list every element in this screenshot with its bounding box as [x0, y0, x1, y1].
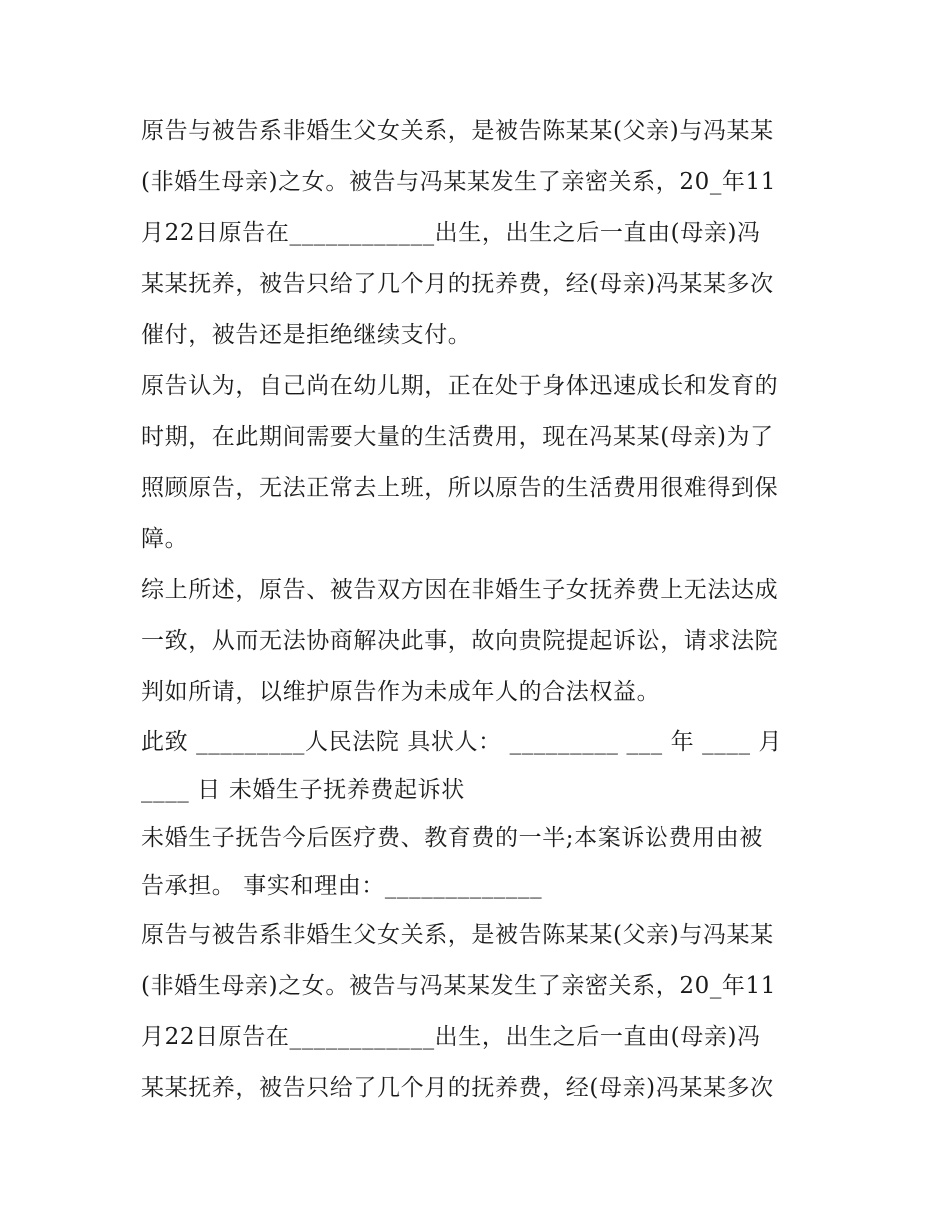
- text-line: 判如所请，以维护原告作为未成年人的合法权益。: [141, 679, 661, 705]
- text-line: 原告认为，自己尚在幼儿期，正在处于身体迅速成长和发育的: [141, 373, 779, 399]
- text-line: 月22日原告在____________出生，出生之后一直由(母亲)冯: [141, 220, 761, 246]
- text-line: ____ 日 未婚生子抚养费起诉状: [141, 777, 465, 803]
- text-line: 此致 _________人民法院 具状人： _________ ___ 年 ____ 月: [141, 729, 783, 755]
- text-line: 一致，从而无法协商解决此事，故向贵院提起诉讼，请求法院: [141, 628, 779, 654]
- text-line: (非婚生母亲)之女。被告与冯某某发生了亲密关系，20_年11: [141, 169, 776, 195]
- document-body: [141, 106, 817, 1114]
- text-line: (非婚生母亲)之女。被告与冯某某发生了亲密关系，20_年11: [141, 973, 776, 999]
- text-line: 照顾原告，无法正常去上班，所以原告的生活费用很难得到保: [141, 475, 779, 501]
- text-line: 某某抚养，被告只给了几个月的抚养费，经(母亲)冯某某多次: [141, 271, 774, 297]
- text-line: 原告与被告系非婚生父女关系，是被告陈某某(父亲)与冯某某: [141, 922, 774, 948]
- text-line: 未婚生子抚告今后医疗费、教育费的一半;本案诉讼费用由被: [141, 825, 763, 851]
- text-line: 月22日原告在____________出生，出生之后一直由(母亲)冯: [141, 1024, 761, 1050]
- text-line: 告承担。 事实和理由：_____________: [141, 873, 543, 899]
- text-line: 障。: [141, 526, 189, 552]
- text-line: 综上所述，原告、被告双方因在非婚生子女抚养费上无法达成: [141, 577, 779, 603]
- text-line: 催付，被告还是拒绝继续支付。: [141, 322, 472, 348]
- text-line: 时期，在此期间需要大量的生活费用，现在冯某某(母亲)为了: [141, 424, 774, 450]
- text-line: 原告与被告系非婚生父女关系，是被告陈某某(父亲)与冯某某: [141, 118, 774, 144]
- text-line: 某某抚养，被告只给了几个月的抚养费，经(母亲)冯某某多次: [141, 1075, 774, 1101]
